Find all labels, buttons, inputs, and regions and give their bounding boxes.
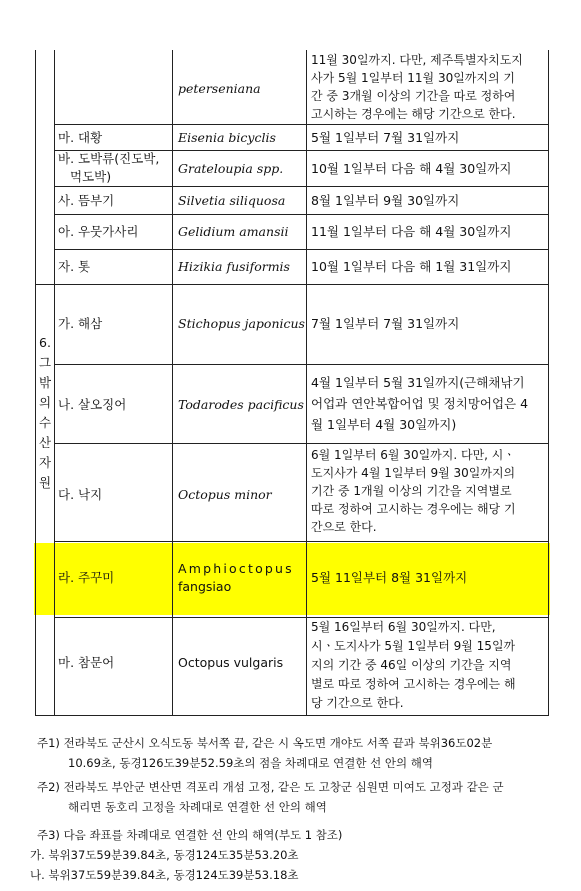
period-line: 10월 1일부터 다음 해 1월 31일까지 [311, 259, 512, 274]
name-cell: 나. 살오징어 [58, 397, 127, 412]
species-cell: Eisenia bicyclis [178, 130, 276, 145]
row-rule [54, 249, 549, 250]
species-cell: Silvetia siliquosa [178, 193, 286, 208]
group-char: 의 [38, 395, 52, 410]
name-cell: 사. 뜸부기 [58, 193, 115, 208]
period-line: 11월 1일부터 다음 해 4월 30일까지 [311, 224, 512, 239]
period-line: 별로 따로 정하여 고시하는 경우에는 해 [311, 677, 516, 691]
period-line: 어업과 연안복합어업 및 정치망어업은 4 [311, 396, 529, 411]
period-line: 월 1일부터 4월 30일까지) [311, 417, 457, 432]
period-line: 간 중 3개월 이상의 기간을 따로 정하여 [311, 89, 516, 103]
name-cell: 다. 낙지 [58, 487, 103, 502]
group-char: 산 [38, 435, 52, 450]
name-cell: 마. 대황 [58, 130, 103, 145]
name-cell: 마. 참문어 [58, 655, 115, 670]
period-line: 사가 5월 1일부터 11월 30일까지의 기 [311, 71, 515, 85]
species-cell: Octopus vulgaris [178, 655, 284, 670]
name-cell: 아. 우뭇가사리 [58, 224, 139, 239]
footnote-2-line-2: 해리면 동호리 고정을 차례대로 연결한 선 안의 해역 [68, 800, 327, 814]
group-rule [35, 284, 549, 285]
name-cell: 자. 톳 [58, 259, 91, 274]
period-line: 11월 30일까지. 다만, 제주특별자치도지 [311, 53, 523, 67]
name-cell: 바. 도박류(진도박, [58, 151, 160, 166]
period-line: 7월 1일부터 7월 31일까지 [311, 316, 460, 331]
period-line: 5월 16일부터 6월 30일까지. 다만, [311, 620, 496, 634]
species-cell: Grateloupia spp. [178, 161, 284, 176]
species-cell: Stichopus japonicus [178, 316, 305, 331]
species-cell: peterseniana [178, 81, 261, 96]
row-rule [54, 443, 549, 444]
period-line: 5월 1일부터 7월 31일까지 [311, 130, 460, 145]
group-char: 밖 [38, 375, 52, 390]
species-cell: Octopus minor [178, 487, 272, 502]
footnote-3-line-2: 가. 북위37도59분39.84초, 동경124도35분53.20초 [30, 848, 299, 862]
group-char: 6. [39, 335, 51, 350]
row-rule [54, 214, 549, 215]
period-line: 기간 중 1개월 이상의 기간을 지역별로 [311, 484, 512, 498]
period-line: 10월 1일부터 다음 해 4월 30일까지 [311, 161, 512, 176]
period-line: 도지사가 4월 1일부터 9월 30일까지의 [311, 466, 516, 480]
period-line: 간으로 한다. [311, 520, 377, 534]
period-line: 지의 기간 중 46일 이상의 기간을 지역 [311, 658, 512, 672]
species-cell: fangsiao [178, 579, 232, 594]
group-char: 원 [38, 475, 52, 490]
period-line: 당 기간으로 한다. [311, 696, 404, 710]
table-bottom-rule [35, 715, 549, 716]
footnote-3-line-3: 나. 북위37도59분39.84초, 동경124도39분53.18초 [30, 868, 299, 882]
footnote-2-line-1: 주2) 전라북도 부안군 변산면 격포리 개섬 고정, 같은 도 고창군 심원면 미여도 고정과 같은 군 [37, 780, 504, 794]
footnote-3-line-1: 주3) 다음 좌표를 차례대로 연결한 선 안의 해역(부도 1 참조) [37, 828, 343, 842]
row-rule [54, 541, 549, 542]
species-cell: Todarodes pacificus [178, 397, 304, 412]
period-line: 고시하는 경우에는 해당 기간으로 한다. [311, 107, 516, 121]
footnote-1-line-2: 10.69초, 동경126도39분52.59초의 점을 차례대로 연결한 선 안의 해역 [68, 756, 433, 770]
name-cell: 가. 해삼 [58, 316, 103, 331]
period-line: 5월 11일부터 8월 31일까지 [311, 570, 468, 585]
row-rule [54, 186, 549, 187]
row-rule [54, 364, 549, 365]
period-line: 시ㆍ도지사가 5월 1일부터 9월 15일까 [311, 639, 516, 653]
species-cell: Hizikia fusiformis [178, 259, 290, 274]
period-line: 8월 1일부터 9월 30일까지 [311, 193, 460, 208]
group-char: 그 [38, 355, 52, 370]
footnote-1-line-1: 주1) 전라북도 군산시 오식도동 북서쪽 끝, 같은 시 옥도면 개야도 서쪽 끝과 북위36도02분 [37, 736, 493, 750]
group-char: 수 [38, 415, 52, 430]
period-line: 따로 정하여 고시하는 경우에는 해당 기 [311, 502, 516, 516]
name-cell: 먹도박) [70, 169, 112, 184]
period-line: 6월 1일부터 6월 30일까지. 다만, 시ㆍ [311, 448, 515, 462]
species-cell: Amphioctopus [178, 561, 294, 576]
period-line: 4월 1일부터 5월 31일까지(근해채낚기 [311, 375, 525, 390]
group-char: 자 [38, 455, 52, 470]
name-cell: 라. 주꾸미 [58, 570, 115, 585]
species-cell: Gelidium amansii [178, 224, 289, 239]
